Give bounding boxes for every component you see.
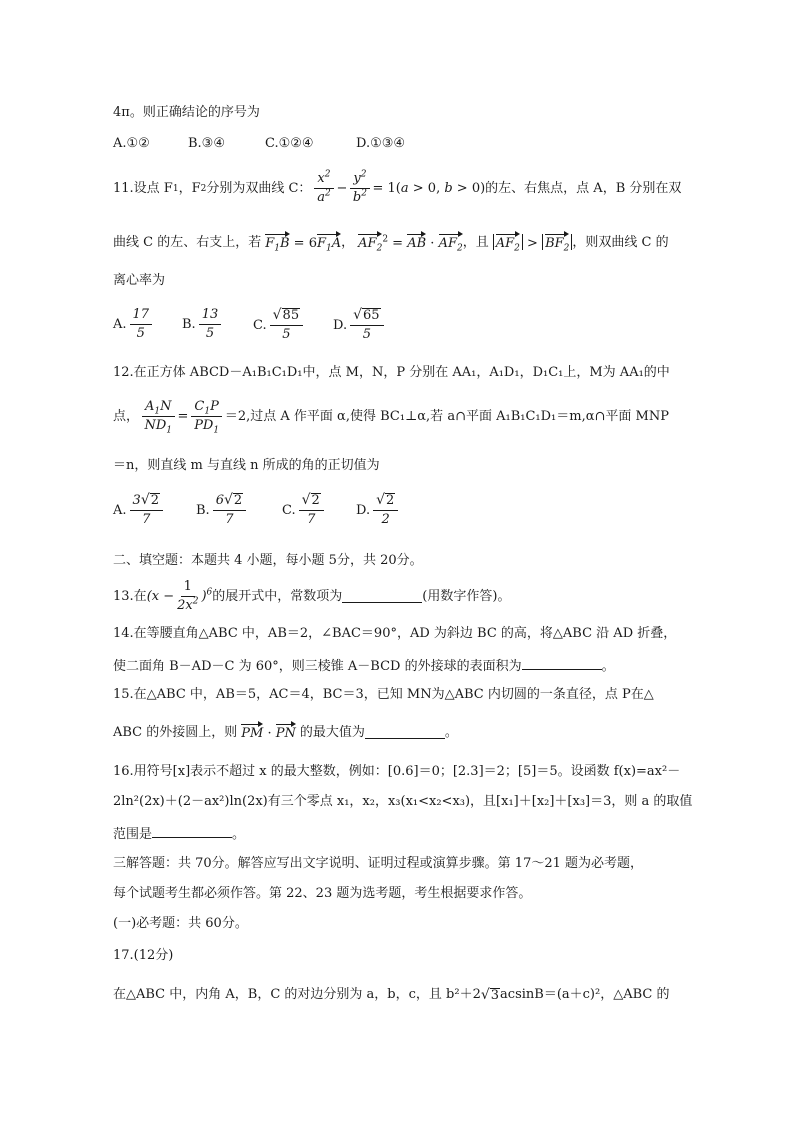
q13-line: 13.在 (x − $\frac{1}{2x^2}$ )$^6$ 的展开式中，常数项为 (用数字作答)。	[113, 579, 511, 614]
q11-mid2: 分别为双曲线 C：	[206, 181, 312, 197]
q11-line2: 曲线 C 的左、右支上，若 $F_1B = 6F_1A$ ， $AF_2^2$ = AB · $AF_2$ ，且 $AF_2 > BF_2$ ，则双曲线 C 的	[113, 234, 669, 254]
q12-line3: ＝n，则直线 m 与直线 n 所成的角的正切值为	[113, 458, 380, 473]
ratio-a1n-nd1: $\frac{A_1N}{ND_1}$	[142, 400, 175, 434]
q11-option-d: D. √ 65 5	[333, 308, 387, 343]
q11-eq-tail: 的左、右焦点，点 A，B 分别在双	[485, 181, 682, 197]
q10-option-a: A.①②	[113, 136, 150, 151]
q15-line1: 15.在△ABC 中，AB＝5，AC＝4，BC＝3，已知 MN为△ABC 内切圆的一条直径，点 P在△	[113, 687, 654, 702]
hyperbola-y-term: $\frac{y^2}{b^2}$	[350, 172, 369, 206]
q10-option-c: C.①②④	[265, 136, 314, 151]
q12-line1: 12.在正方体 ABCD－A₁B₁C₁D₁中，点 M，N，P 分别在 AA₁，A₁D₁，D₁C₁上，M为 AA₁的中	[113, 365, 670, 380]
q13-fraction: $\frac{1}{2x^2}$	[177, 579, 199, 614]
q11-line2-b: ，且	[462, 234, 489, 250]
q16-line2: 2ln²(2x)＋(2－ax²)ln(2x)有三个零点 x₁，x₂，x₃(x₁<x₂<x₃)，且[x₁]＋[x₂]＋[x₃]＝3，则 a 的取值	[113, 794, 693, 809]
q17-line1: 在△ABC 中，内角 A，B，C 的对边分别为 a，b，c，且 b²＋2 √ 3 acsinB＝(a＋c)²，△ABC 的	[113, 987, 670, 1003]
q11-line3: 离心率为	[113, 273, 166, 288]
q11-prefix: 11.设点 F	[113, 181, 173, 197]
continuation-text: 4π。则正确结论的序号为	[113, 105, 260, 120]
q17-heading: 17.(12分)	[113, 948, 174, 963]
q14-line1: 14.在等腰直角△ABC 中，AB＝2，∠BAC＝90°，AD 为斜边 BC 的高，将△ABC 沿 AD 折叠，	[113, 626, 677, 641]
section-2-heading: 二、填空题：本题共 4 小题，每小题 5分，共 20分。	[113, 553, 423, 568]
ratio-c1p-pd1: $\frac{C_1P}{PD_1}$	[191, 400, 221, 434]
q14-line2: 使二面角 B－AD－C 为 60°，则三棱锥 A－BCD 的外接球的表面积为 。	[113, 659, 615, 674]
q10-option-d: D.①③④	[356, 136, 406, 151]
q11-line2-a: 曲线 C 的左、右支上，若	[113, 234, 262, 250]
q15-answer-blank	[365, 726, 445, 739]
q14-answer-blank	[522, 657, 602, 670]
q11-option-b: B. $\frac{13}{5}$	[182, 308, 224, 342]
q16-line3: 范围是 。	[113, 827, 246, 842]
vector-condition-1: $F_1B = 6F_1A$	[265, 236, 342, 254]
q12-option-c: C. √ 2 7	[282, 493, 327, 528]
q13-answer-blank	[342, 590, 422, 603]
q11-line2-c: ，则双曲线 C 的	[572, 234, 669, 250]
q10-option-b: B.③④	[188, 136, 225, 151]
q15-line2: ABC 的外接圆上，则 PM · PN 的最大值为 。	[113, 724, 458, 741]
q11-mid1: ，F	[178, 181, 201, 197]
q11-option-c: C. √ 85 5	[253, 308, 306, 343]
hyperbola-x-term: $\frac{x^2}{a^2}$	[314, 172, 333, 206]
vector-condition-3: $AF_2 > BF_2$	[493, 234, 573, 250]
q11-option-a: A. $\frac{17}{5}$	[113, 308, 155, 342]
vector-dot-product: PM · PN	[241, 726, 296, 741]
q12-option-b: B. 6 √ 2 7	[196, 493, 249, 528]
q12-line2: 点， $\frac{A_1N}{ND_1}$ = $\frac{C_1P}{PD_1}$ ＝2,过点 A 作平面 α,使得 BC₁⊥α,若 a∩平面 A₁B₁C₁D₁＝m,α∩平面 MNP	[113, 399, 669, 436]
q16-answer-blank	[152, 825, 232, 838]
q12-option-d: D. √ 2 2	[356, 493, 401, 528]
vector-condition-2: $AF_2^2$ = AB · $AF_2$	[358, 234, 463, 254]
section-3-instructions: 每个试题考生都必须作答。第 22、23 题为选考题，考生根据要求作答。	[113, 886, 532, 901]
section-3-heading: 三解答题：共 70分。解答应写出文字说明、证明过程或演算步骤。第 17～21 题为必考题，	[113, 856, 644, 871]
required-questions-heading: (一)必考题：共 60分。	[113, 916, 248, 931]
q16-line1: 16.用符号[x]表示不超过 x 的最大整数，例如：[0.6]＝0；[2.3]＝2；[5]＝5。设函数 f(x)=ax²－	[113, 764, 681, 779]
q12-option-a: A. 3 √ 2 7	[113, 493, 166, 528]
q11-line1: 11.设点 F 1 ，F 2 分别为双曲线 C： $\frac{x^2}{a^2}$ − $\frac{y^2}{b^2}$ = 1(a > 0, b > 0) 的左、右焦点，点 A，B 分别在双	[113, 169, 682, 206]
